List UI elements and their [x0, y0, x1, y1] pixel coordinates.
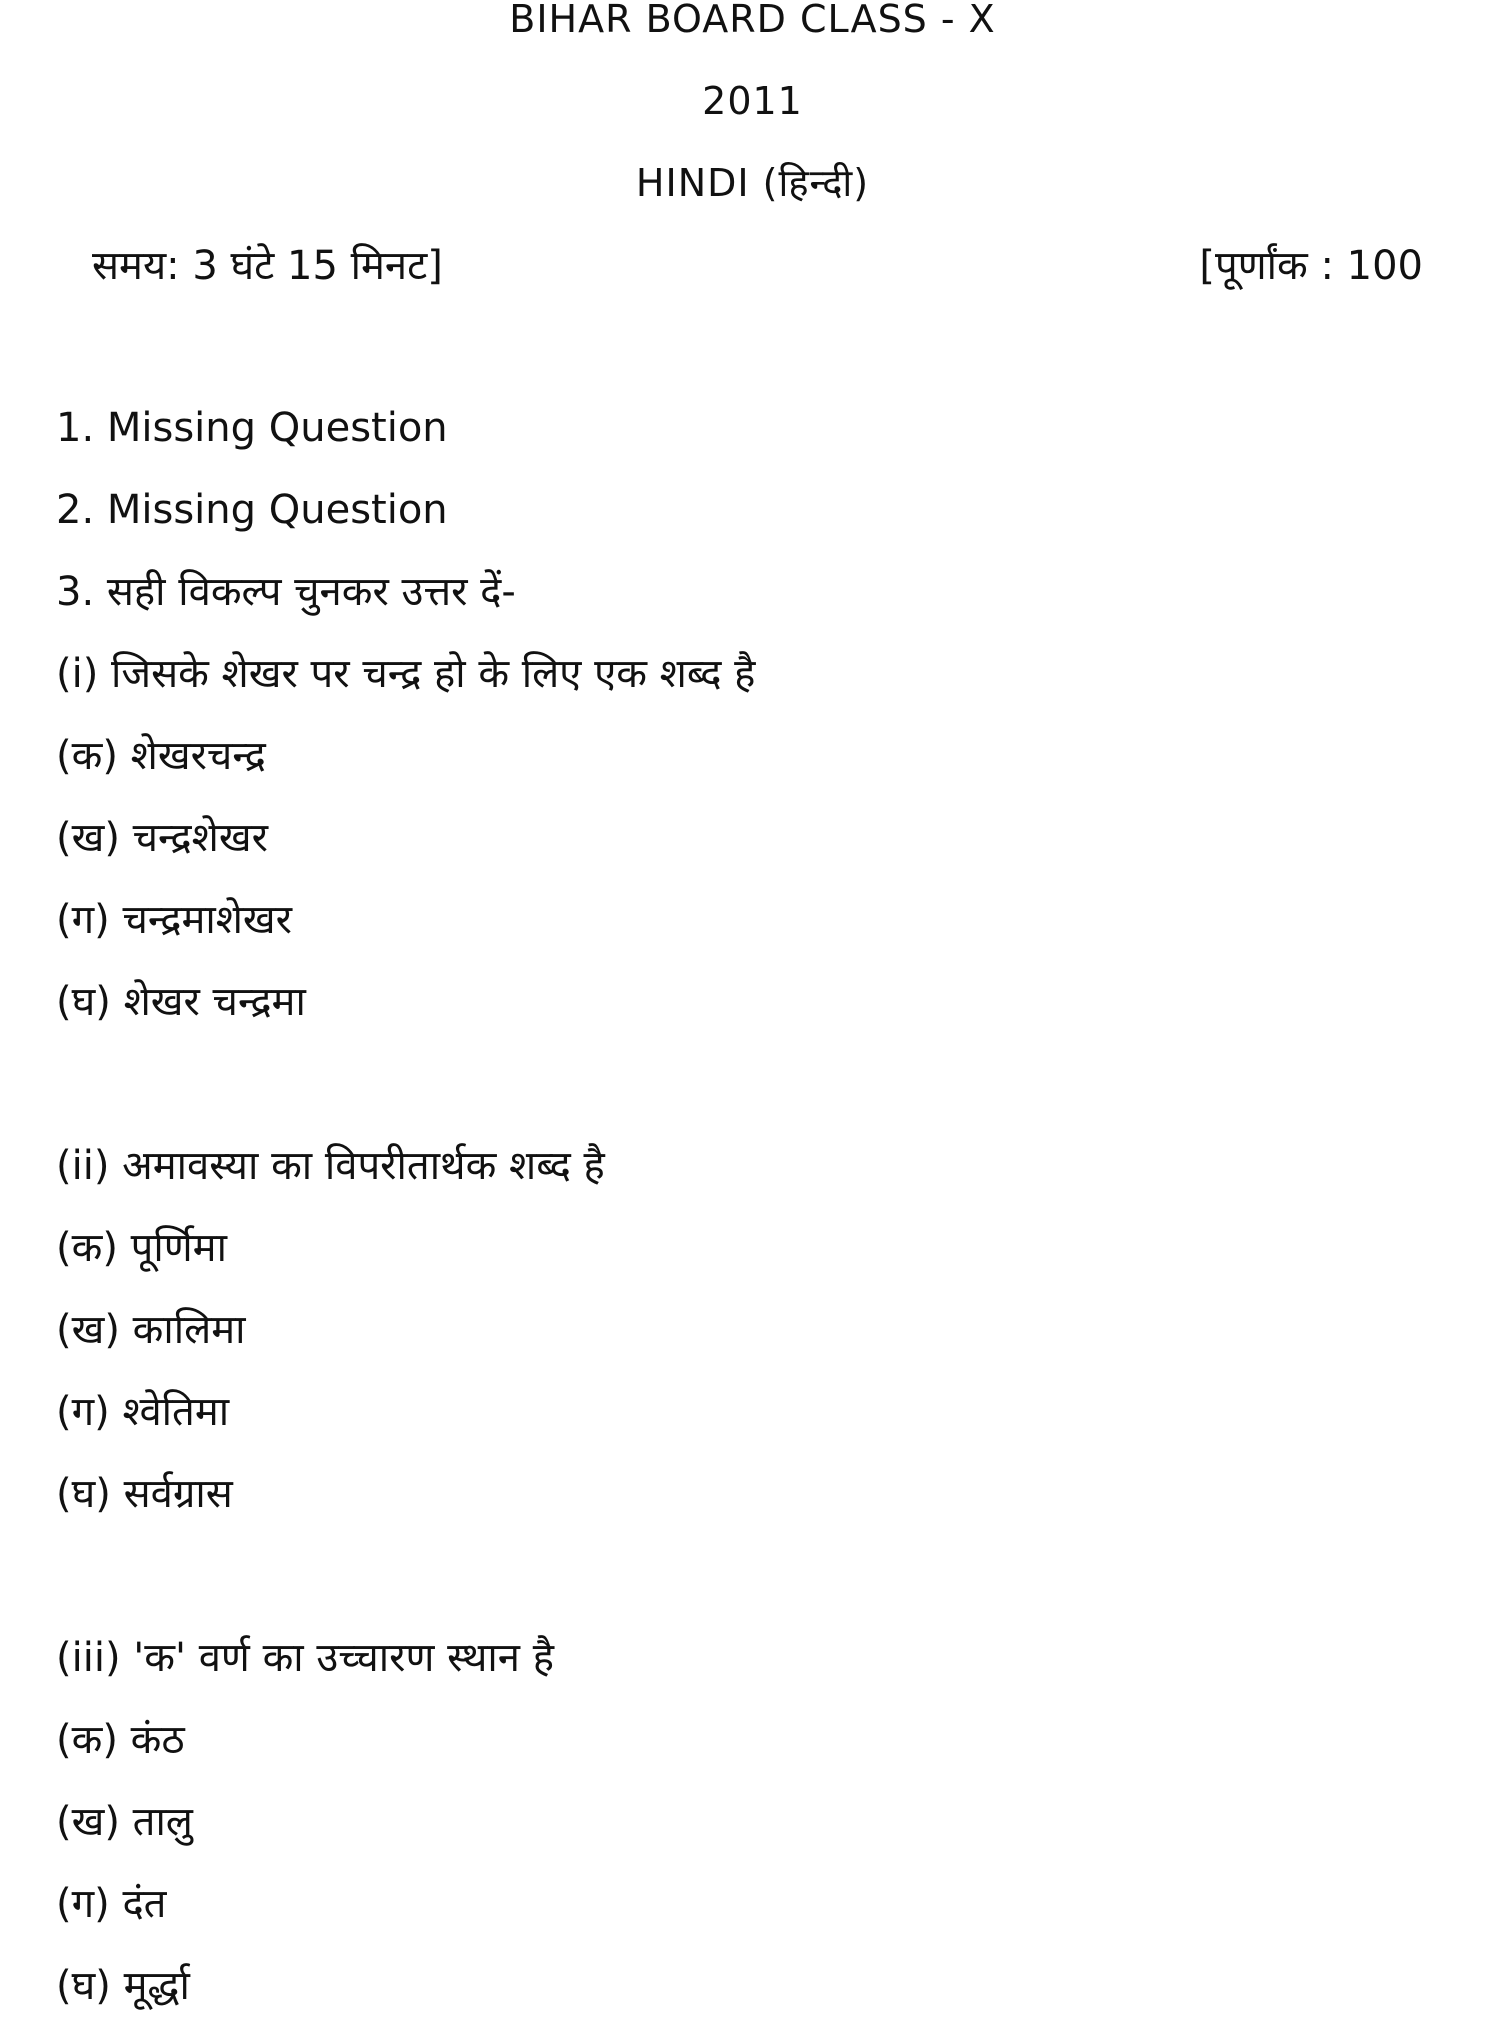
option-i-gha: (घ) शेखर चन्द्रमा [56, 979, 306, 1025]
option-ii-kha: (ख) कालिमा [56, 1307, 246, 1353]
option-ii-ka: (क) पूर्णिमा [56, 1225, 227, 1271]
board-title: BIHAR BOARD CLASS - X [509, 0, 996, 41]
option-ii-ga: (ग) श्वेतिमा [56, 1389, 230, 1435]
option-iii-ga: (ग) दंत [56, 1881, 167, 1927]
subquestion-ii: (ii) अमावस्या का विपरीतार्थक शब्द है [56, 1143, 605, 1189]
option-iii-ka: (क) कंठ [56, 1717, 185, 1763]
question-1: 1. Missing Question [56, 405, 448, 451]
option-iii-gha: (घ) मूर्द्धा [56, 1963, 190, 2009]
option-i-kha: (ख) चन्द्रशेखर [56, 815, 268, 861]
marks-label: [पूर्णांक : 100 [1199, 243, 1423, 289]
question-3: 3. सही विकल्प चुनकर उत्तर दें- [56, 569, 516, 615]
exam-year: 2011 [702, 79, 803, 123]
subquestion-i: (i) जिसके शेखर पर चन्द्र हो के लिए एक शब्द है [56, 651, 756, 697]
subject-title: HINDI (हिन्दी) [635, 161, 870, 205]
option-ii-gha: (घ) सर्वग्रास [56, 1471, 233, 1517]
subquestion-iii: (iii) 'क' वर्ण का उच्चारण स्थान है [56, 1635, 554, 1681]
option-i-ga: (ग) चन्द्रमाशेखर [56, 897, 293, 943]
option-i-ka: (क) शेखरचन्द्र [56, 733, 266, 779]
option-iii-kha: (ख) तालु [56, 1799, 193, 1845]
question-2: 2. Missing Question [56, 487, 448, 533]
time-label: समय: 3 घंटे 15 मिनट] [92, 243, 443, 289]
